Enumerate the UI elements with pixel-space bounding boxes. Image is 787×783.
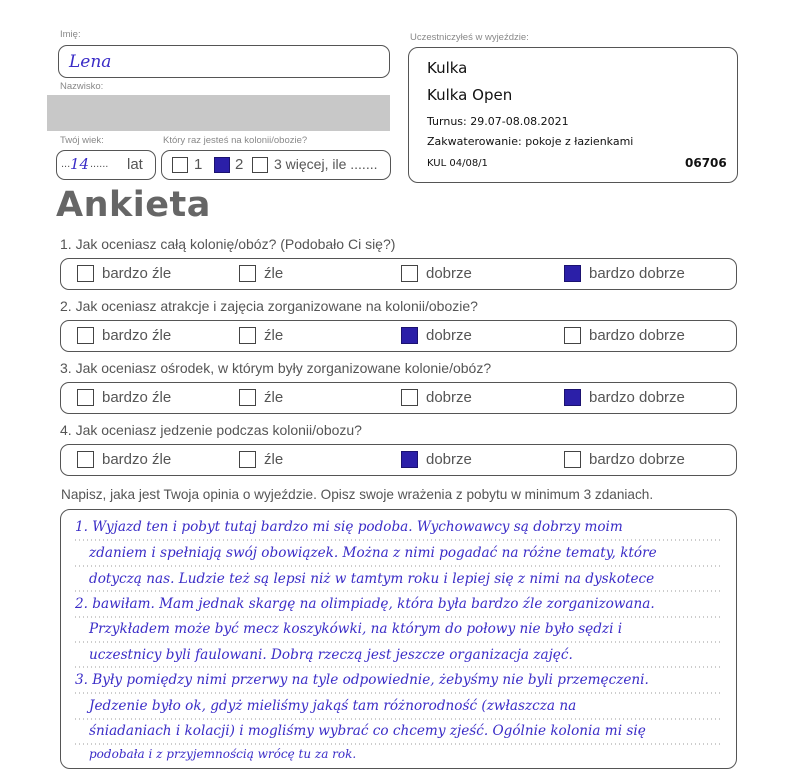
age-label: Twój wiek: xyxy=(60,135,104,146)
question-4-bardzo-dobrze-label: bardzo dobrze xyxy=(589,451,685,468)
question-4-zle-checkbox[interactable] xyxy=(239,451,256,468)
question-1-bardzo-dobrze-checkbox[interactable] xyxy=(564,265,581,282)
question-1-zle-checkbox[interactable] xyxy=(239,265,256,282)
opinion-line-3: dotyczą nas. Ludzie też są lepsi niż w tamtym roku i lepiej się z nimi na dyskotece xyxy=(89,571,655,587)
times-option-2-checkbox[interactable] xyxy=(214,157,230,173)
question-2-zle-checkbox[interactable] xyxy=(239,327,256,344)
question-4-dobrze-checkbox[interactable] xyxy=(401,451,418,468)
opinion-prompt: Napisz, jaka jest Twoja opinia o wyjeździe. Opisz swoje wrażenia z pobytu w minimum 3 zdaniach. xyxy=(61,487,654,502)
times-option-3-label: 3 więcej, ile ....... xyxy=(274,156,378,172)
turnus-label: Turnus: xyxy=(427,115,467,128)
surname-label: Nazwisko: xyxy=(60,81,104,92)
question-1-bardzo-dobrze-label: bardzo dobrze xyxy=(589,265,685,282)
accommodation-value: pokoje z łazienkami xyxy=(525,135,634,148)
question-2-options xyxy=(60,320,737,352)
times-option-1-label: 1 xyxy=(194,156,203,173)
camp-number: 06706 xyxy=(685,156,727,170)
camp-program: Kulka Open xyxy=(427,86,513,104)
first-name-label: Imię: xyxy=(60,29,81,40)
first-name-field[interactable] xyxy=(58,45,390,78)
first-name-value: Lena xyxy=(69,52,112,72)
question-3-bardzo-dobrze-label: bardzo dobrze xyxy=(589,389,685,406)
question-2-text: 2. Jak oceniasz atrakcje i zajęcia zorganizowane na kolonii/obozie? xyxy=(60,298,478,314)
question-1-bardzo-zle-checkbox[interactable] xyxy=(77,265,94,282)
question-3-bardzo-zle-label: bardzo źle xyxy=(102,389,172,406)
question-1-text: 1. Jak oceniasz całą kolonię/obóz? (Podobało Ci się?) xyxy=(60,236,396,252)
opinion-line-7: 3. Były pomiędzy nimi przerwy na tyle odpowiednie, żebyśmy nie byli przemęczeni. xyxy=(75,672,649,688)
question-2-bardzo-zle-label: bardzo źle xyxy=(102,327,172,344)
question-3-dobrze-checkbox[interactable] xyxy=(401,389,418,406)
question-3-zle-label: źle xyxy=(264,389,284,406)
question-2-zle-label: źle xyxy=(264,327,284,344)
times-option-3-checkbox[interactable] xyxy=(252,157,268,173)
question-3-dobrze-label: dobrze xyxy=(426,389,472,406)
accommodation-label: Zakwaterowanie: xyxy=(427,135,522,148)
question-3-options xyxy=(60,382,737,414)
times-field xyxy=(161,150,391,180)
opinion-line-4: 2. bawiłam. Mam jednak skargę na olimpiadę, która była bardzo źle zorganizowana. xyxy=(75,596,655,612)
question-2-bardzo-dobrze-checkbox[interactable] xyxy=(564,327,581,344)
age-unit: lat xyxy=(127,156,143,173)
question-1-options xyxy=(60,258,737,290)
question-4-text: 4. Jak oceniasz jedzenie podczas kolonii/obozu? xyxy=(60,422,362,438)
question-2-dobrze-label: dobrze xyxy=(426,327,472,344)
question-3-zle-checkbox[interactable] xyxy=(239,389,256,406)
question-3-bardzo-zle-checkbox[interactable] xyxy=(77,389,94,406)
opinion-box[interactable] xyxy=(60,509,737,769)
opinion-line-9: śniadaniach i kolacji) i mogliśmy wybrać co chcemy zjeść. Ogólnie kolonia mi się xyxy=(89,723,646,739)
opinion-line-6: uczestnicy byli faulowani. Dobrą rzeczą jest jeszcze organizacja zajęć. xyxy=(89,647,573,663)
camp-name: Kulka xyxy=(427,59,468,77)
question-2-bardzo-zle-checkbox[interactable] xyxy=(77,327,94,344)
question-4-options xyxy=(60,444,737,476)
camp-info-box xyxy=(408,47,738,183)
question-4-bardzo-zle-label: bardzo źle xyxy=(102,451,172,468)
age-dots-prefix: ... xyxy=(61,158,71,170)
opinion-line-2: zdaniem i spełniają swój obowiązek. Można z nimi pogadać na różne tematy, które xyxy=(89,545,657,561)
question-3-text: 3. Jak oceniasz ośrodek, w którym były zorganizowane kolonie/obóz? xyxy=(60,360,492,376)
question-4-dobrze-label: dobrze xyxy=(426,451,472,468)
age-dots-suffix: ...... xyxy=(90,158,109,170)
question-1-dobrze-checkbox[interactable] xyxy=(401,265,418,282)
surname-redaction xyxy=(47,95,390,131)
times-option-2-label: 2 xyxy=(235,156,244,173)
age-value: 14 xyxy=(70,155,90,173)
opinion-line-10: podobała i z przyjemnością wrócę tu za rok. xyxy=(89,747,357,761)
participant-label: Uczestniczyłeś w wyjeździe: xyxy=(410,32,529,43)
survey-title: Ankieta xyxy=(56,185,211,225)
question-4-bardzo-dobrze-checkbox[interactable] xyxy=(564,451,581,468)
opinion-line-1: 1. Wyjazd ten i pobyt tutaj bardzo mi się podoba. Wychowawcy są dobrzy moim xyxy=(75,519,623,535)
question-1-zle-label: źle xyxy=(264,265,284,282)
question-3-bardzo-dobrze-checkbox[interactable] xyxy=(564,389,581,406)
age-field[interactable] xyxy=(56,150,156,180)
opinion-line-8: Jedzenie było ok, gdyż mieliśmy jakąś tam różnorodność (zwłaszcza na xyxy=(89,698,577,714)
question-1-dobrze-label: dobrze xyxy=(426,265,472,282)
times-label: Który raz jesteś na kolonii/obozie? xyxy=(163,135,308,146)
camp-code: KUL 04/08/1 xyxy=(427,158,488,169)
times-option-1-checkbox[interactable] xyxy=(172,157,188,173)
question-4-zle-label: źle xyxy=(264,451,284,468)
question-2-dobrze-checkbox[interactable] xyxy=(401,327,418,344)
question-4-bardzo-zle-checkbox[interactable] xyxy=(77,451,94,468)
question-1-bardzo-zle-label: bardzo źle xyxy=(102,265,172,282)
opinion-line-5: Przykładem może być mecz koszykówki, na którym do połowy nie było sędzi i xyxy=(89,621,623,637)
turnus-value: 29.07-08.08.2021 xyxy=(470,115,569,128)
question-2-bardzo-dobrze-label: bardzo dobrze xyxy=(589,327,685,344)
